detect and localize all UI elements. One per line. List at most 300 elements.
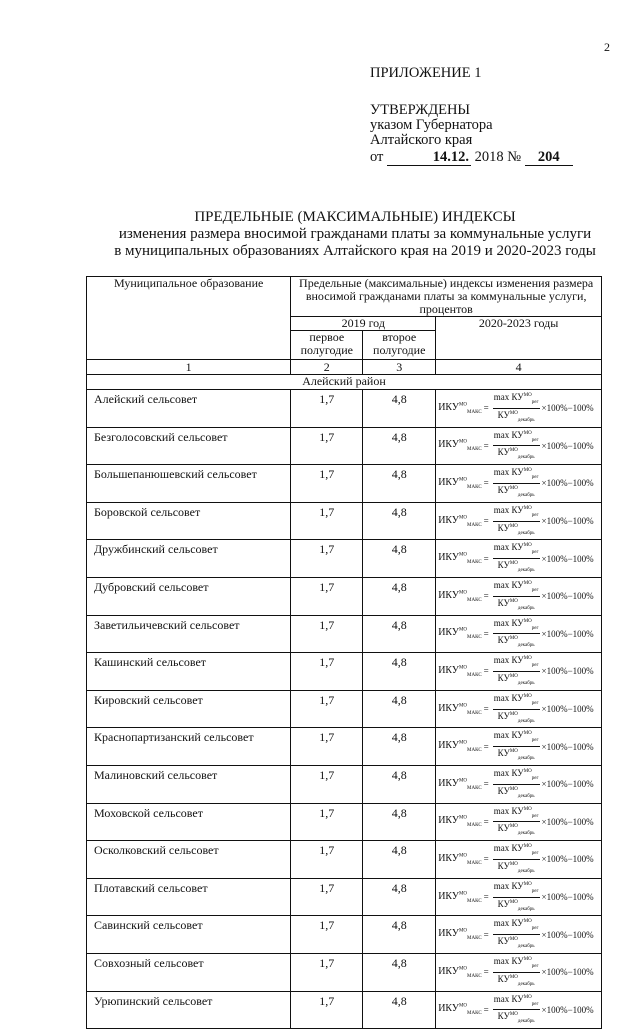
formula-denominator bbox=[498, 446, 535, 463]
formula-lhs-sup: МО bbox=[458, 778, 468, 784]
formula-equals: = bbox=[483, 553, 489, 564]
formula-lhs-symbol: ИКУ bbox=[438, 928, 459, 940]
municipality-name: Безголосовский сельсовет bbox=[87, 427, 291, 465]
formula-lhs-sub: МАКС bbox=[467, 785, 482, 791]
table-row bbox=[87, 991, 602, 1029]
denominator-sup: МО bbox=[509, 448, 518, 454]
numerator-sup: МО bbox=[523, 505, 532, 511]
second-half-value: 4,8 bbox=[363, 540, 436, 578]
formula-lhs-symbol: ИКУ bbox=[438, 552, 459, 564]
formula-numerator bbox=[493, 541, 540, 559]
denominator-sup: МО bbox=[509, 974, 518, 980]
numerator-sup: МО bbox=[523, 768, 532, 774]
first-half-value: 1,7 bbox=[291, 841, 363, 879]
denominator-sub: декабрь bbox=[517, 793, 535, 799]
formula-cell bbox=[436, 991, 602, 1029]
municipality-name: Кашинский сельсовет bbox=[87, 653, 291, 691]
table-row bbox=[87, 615, 602, 653]
first-half-value: 1,7 bbox=[291, 803, 363, 841]
numerator-sub: рег bbox=[531, 888, 539, 894]
numerator-sup: МО bbox=[523, 618, 532, 624]
decree-by: указом Губернатора bbox=[370, 117, 493, 133]
first-half-value: 1,7 bbox=[291, 577, 363, 615]
decree-line bbox=[370, 150, 573, 166]
table-row bbox=[87, 803, 602, 841]
formula-fraction bbox=[493, 729, 540, 764]
index-formula bbox=[438, 692, 599, 727]
denominator-text: КУ bbox=[497, 973, 510, 984]
municipality-name: Савинский сельсовет bbox=[87, 916, 291, 954]
decree-year-no: 2018 № bbox=[474, 149, 522, 165]
numerator-text: max КУ bbox=[493, 579, 524, 590]
second-half-value: 4,8 bbox=[363, 502, 436, 540]
numerator-text: max КУ bbox=[493, 730, 524, 741]
formula-denominator bbox=[498, 747, 535, 764]
formula-tail: ×100%−100% bbox=[541, 779, 594, 790]
formula-denominator bbox=[498, 672, 535, 689]
index-formula bbox=[438, 429, 599, 464]
denominator-sub: декабрь bbox=[517, 492, 535, 498]
denominator-sub: декабрь bbox=[517, 530, 535, 536]
formula-numerator bbox=[493, 391, 540, 409]
formula-equals: = bbox=[483, 591, 489, 602]
formula-denominator bbox=[498, 898, 535, 915]
table-row bbox=[87, 953, 602, 991]
numerator-sub: рег bbox=[531, 399, 539, 405]
formula-lhs bbox=[438, 928, 481, 941]
column-number: 4 bbox=[436, 360, 602, 375]
formula-lhs-sub: МАКС bbox=[467, 1011, 482, 1017]
numerator-text: max КУ bbox=[493, 504, 524, 515]
formula-lhs-sub: МАКС bbox=[467, 672, 482, 678]
first-half-value: 1,7 bbox=[291, 390, 363, 428]
denominator-text: КУ bbox=[497, 823, 510, 834]
formula-cell bbox=[436, 916, 602, 954]
numerator-sup: МО bbox=[523, 543, 532, 549]
first-half-value: 1,7 bbox=[291, 991, 363, 1029]
first-half-value: 1,7 bbox=[291, 765, 363, 803]
second-half-value: 4,8 bbox=[363, 615, 436, 653]
denominator-sup: МО bbox=[509, 598, 518, 604]
denominator-text: КУ bbox=[497, 898, 510, 909]
denominator-text: КУ bbox=[497, 1011, 510, 1022]
formula-fraction bbox=[493, 955, 540, 990]
formula-denominator bbox=[498, 634, 535, 651]
formula-tail: ×100%−100% bbox=[541, 892, 594, 903]
numerator-text: max КУ bbox=[493, 843, 524, 854]
numerator-sub: рег bbox=[531, 474, 539, 480]
formula-tail: ×100%−100% bbox=[541, 704, 594, 715]
index-formula bbox=[438, 993, 599, 1028]
formula-fraction bbox=[493, 466, 540, 501]
second-half-value: 4,8 bbox=[363, 916, 436, 954]
formula-fraction bbox=[493, 654, 540, 689]
formula-lhs-symbol: ИКУ bbox=[438, 777, 459, 789]
index-formula bbox=[438, 504, 599, 539]
header-2019: 2019 год bbox=[291, 317, 436, 331]
table-row bbox=[87, 465, 602, 503]
formula-cell bbox=[436, 540, 602, 578]
numerator-sup: МО bbox=[523, 731, 532, 737]
numerator-text: max КУ bbox=[493, 918, 524, 929]
table-row bbox=[87, 540, 602, 578]
denominator-sub: декабрь bbox=[517, 417, 535, 423]
first-half-value: 1,7 bbox=[291, 427, 363, 465]
table-row bbox=[87, 653, 602, 691]
numerator-text: max КУ bbox=[493, 392, 524, 402]
formula-cell bbox=[436, 728, 602, 766]
numerator-sup: МО bbox=[523, 881, 532, 887]
formula-lhs-sub: МАКС bbox=[467, 447, 482, 453]
numerator-text: max КУ bbox=[493, 692, 524, 703]
formula-lhs-sub: МАКС bbox=[467, 409, 482, 415]
formula-lhs-symbol: ИКУ bbox=[438, 439, 459, 451]
formula-lhs-symbol: ИКУ bbox=[438, 1003, 459, 1015]
formula-lhs-sub: МАКС bbox=[467, 973, 482, 979]
first-half-value: 1,7 bbox=[291, 653, 363, 691]
formula-denominator bbox=[498, 522, 535, 539]
formula-equals: = bbox=[483, 741, 489, 752]
municipality-name: Совхозный сельсовет bbox=[87, 953, 291, 991]
numerator-text: max КУ bbox=[493, 767, 524, 778]
table-row bbox=[87, 577, 602, 615]
formula-lhs-sub: МАКС bbox=[467, 936, 482, 942]
formula-lhs-sub: МАКС bbox=[467, 898, 482, 904]
formula-lhs bbox=[438, 740, 481, 753]
denominator-sup: МО bbox=[509, 523, 518, 529]
denominator-sub: декабрь bbox=[517, 755, 535, 761]
formula-numerator bbox=[493, 729, 540, 747]
formula-fraction bbox=[493, 842, 540, 877]
municipality-name: Моховской сельсовет bbox=[87, 803, 291, 841]
formula-lhs bbox=[438, 477, 481, 490]
second-half-value: 4,8 bbox=[363, 953, 436, 991]
denominator-sup: МО bbox=[509, 824, 518, 830]
second-half-value: 4,8 bbox=[363, 390, 436, 428]
formula-lhs-symbol: ИКУ bbox=[438, 476, 459, 488]
formula-tail: ×100%−100% bbox=[541, 854, 594, 865]
numerator-sub: рег bbox=[531, 738, 539, 744]
numerator-sub: рег bbox=[531, 587, 539, 593]
numerator-sup: МО bbox=[523, 656, 532, 662]
formula-tail: ×100%−100% bbox=[541, 929, 594, 940]
formula-denominator bbox=[498, 935, 535, 952]
index-formula bbox=[438, 880, 599, 915]
numerator-text: max КУ bbox=[493, 993, 524, 1004]
municipality-name: Дружбинский сельсовет bbox=[87, 540, 291, 578]
index-formula bbox=[438, 617, 599, 652]
formula-fraction bbox=[493, 767, 540, 802]
title-line-3: в муниципальных образованиях Алтайского края на 2019 и 2020-2023 годы bbox=[114, 243, 596, 259]
formula-fraction bbox=[493, 917, 540, 952]
first-half-value: 1,7 bbox=[291, 690, 363, 728]
numerator-sup: МО bbox=[523, 580, 532, 586]
formula-cell bbox=[436, 765, 602, 803]
municipality-name: Краснопартизанский сельсовет bbox=[87, 728, 291, 766]
numerator-sub: рег bbox=[531, 662, 539, 668]
formula-numerator bbox=[493, 880, 540, 898]
denominator-sup: МО bbox=[509, 937, 518, 943]
formula-lhs bbox=[438, 627, 481, 640]
numerator-text: max КУ bbox=[493, 429, 524, 440]
first-half-value: 1,7 bbox=[291, 953, 363, 991]
formula-lhs bbox=[438, 853, 481, 866]
appendix-title: ПРИЛОЖЕНИЕ 1 bbox=[370, 65, 482, 81]
municipality-name: Урюпинский сельсовет bbox=[87, 991, 291, 1029]
formula-lhs-symbol: ИКУ bbox=[438, 664, 459, 676]
formula-cell bbox=[436, 653, 602, 691]
formula-lhs-symbol: ИКУ bbox=[438, 815, 459, 827]
table-row bbox=[87, 390, 602, 428]
municipality-name: Плотавский сельсовет bbox=[87, 878, 291, 916]
second-half-value: 4,8 bbox=[363, 841, 436, 879]
denominator-text: КУ bbox=[497, 522, 510, 533]
formula-numerator bbox=[493, 767, 540, 785]
decree-prefix: от bbox=[370, 149, 384, 165]
formula-equals: = bbox=[483, 816, 489, 827]
first-half-value: 1,7 bbox=[291, 540, 363, 578]
denominator-sub: декабрь bbox=[517, 981, 535, 987]
header-indices: Предельные (максимальные) индексы изменения размера вносимой гражданами платы за коммунальные услуги, процентов bbox=[291, 277, 602, 317]
formula-fraction bbox=[493, 541, 540, 576]
table-row bbox=[87, 690, 602, 728]
second-half-value: 4,8 bbox=[363, 765, 436, 803]
numerator-sub: рег bbox=[531, 512, 539, 518]
formula-numerator bbox=[493, 955, 540, 973]
index-formula bbox=[438, 391, 599, 426]
municipality-name: Боровской сельсовет bbox=[87, 502, 291, 540]
decree-number: 204 bbox=[525, 150, 573, 166]
denominator-sub: декабрь bbox=[517, 455, 535, 461]
formula-cell bbox=[436, 465, 602, 503]
formula-lhs-sub: МАКС bbox=[467, 635, 482, 641]
formula-equals: = bbox=[483, 628, 489, 639]
numerator-text: max КУ bbox=[493, 542, 524, 553]
formula-numerator bbox=[493, 993, 540, 1011]
numerator-sup: МО bbox=[523, 919, 532, 925]
table-row bbox=[87, 841, 602, 879]
formula-fraction bbox=[493, 692, 540, 727]
numerator-sub: рег bbox=[531, 775, 539, 781]
formula-fraction bbox=[493, 993, 540, 1028]
formula-denominator bbox=[498, 822, 535, 839]
formula-lhs bbox=[438, 778, 481, 791]
formula-numerator bbox=[493, 466, 540, 484]
denominator-sub: декабрь bbox=[517, 868, 535, 874]
formula-tail: ×100%−100% bbox=[541, 628, 594, 639]
numerator-sub: рег bbox=[531, 926, 539, 932]
municipality-name: Дубровский сельсовет bbox=[87, 577, 291, 615]
denominator-text: КУ bbox=[497, 484, 510, 495]
formula-numerator bbox=[493, 579, 540, 597]
numerator-text: max КУ bbox=[493, 805, 524, 816]
formula-cell bbox=[436, 803, 602, 841]
formula-cell bbox=[436, 878, 602, 916]
numerator-sup: МО bbox=[523, 806, 532, 812]
header-municipality: Муниципальное образование bbox=[87, 277, 291, 360]
second-half-value: 4,8 bbox=[363, 991, 436, 1029]
second-half-value: 4,8 bbox=[363, 878, 436, 916]
formula-lhs bbox=[438, 402, 481, 415]
formula-tail: ×100%−100% bbox=[541, 478, 594, 489]
denominator-text: КУ bbox=[497, 672, 510, 683]
denominator-text: КУ bbox=[497, 560, 510, 571]
formula-equals: = bbox=[483, 516, 489, 527]
denominator-sup: МО bbox=[509, 899, 518, 905]
formula-lhs-sub: МАКС bbox=[467, 860, 482, 866]
formula-numerator bbox=[493, 842, 540, 860]
index-formula bbox=[438, 767, 599, 802]
second-half-value: 4,8 bbox=[363, 728, 436, 766]
numerator-sub: рег bbox=[531, 700, 539, 706]
formula-lhs-sub: МАКС bbox=[467, 522, 482, 528]
formula-denominator bbox=[498, 710, 535, 727]
formula-lhs-symbol: ИКУ bbox=[438, 890, 459, 902]
second-half-value: 4,8 bbox=[363, 465, 436, 503]
index-formula bbox=[438, 805, 599, 840]
table-row bbox=[87, 728, 602, 766]
first-half-value: 1,7 bbox=[291, 728, 363, 766]
formula-lhs-sub: МАКС bbox=[467, 597, 482, 603]
formula-lhs bbox=[438, 552, 481, 565]
formula-fraction bbox=[493, 504, 540, 539]
formula-tail: ×100%−100% bbox=[541, 666, 594, 677]
numerator-sup: МО bbox=[523, 468, 532, 474]
formula-tail: ×100%−100% bbox=[541, 741, 594, 752]
column-number: 1 bbox=[87, 360, 291, 375]
formula-tail: ×100%−100% bbox=[541, 440, 594, 451]
denominator-text: КУ bbox=[497, 860, 510, 871]
formula-cell bbox=[436, 615, 602, 653]
indices-table bbox=[86, 276, 602, 1029]
formula-numerator bbox=[493, 654, 540, 672]
header-first-half: первое полугодие bbox=[291, 331, 363, 360]
title-line-1: ПРЕДЕЛЬНЫЕ (МАКСИМАЛЬНЫЕ) ИНДЕКСЫ bbox=[194, 209, 516, 225]
denominator-text: КУ bbox=[497, 447, 510, 458]
approved-label: УТВЕРЖДЕНЫ bbox=[370, 102, 471, 118]
table-row bbox=[87, 878, 602, 916]
formula-lhs-sup: МО bbox=[458, 853, 468, 859]
formula-lhs-symbol: ИКУ bbox=[438, 401, 459, 413]
formula-lhs-sup: МО bbox=[458, 891, 468, 897]
formula-denominator bbox=[498, 597, 535, 614]
formula-lhs-symbol: ИКУ bbox=[438, 852, 459, 864]
second-half-value: 4,8 bbox=[363, 427, 436, 465]
formula-lhs-sub: МАКС bbox=[467, 748, 482, 754]
formula-cell bbox=[436, 953, 602, 991]
formula-tail: ×100%−100% bbox=[541, 967, 594, 978]
header-second-half: второе полугодие bbox=[363, 331, 436, 360]
formula-equals: = bbox=[483, 666, 489, 677]
formula-lhs-sup: МО bbox=[458, 703, 468, 709]
index-formula bbox=[438, 579, 599, 614]
formula-lhs-sup: МО bbox=[458, 928, 468, 934]
table-row bbox=[87, 916, 602, 954]
denominator-text: КУ bbox=[497, 597, 510, 608]
second-half-value: 4,8 bbox=[363, 577, 436, 615]
approval-block bbox=[370, 66, 573, 166]
table-row bbox=[87, 765, 602, 803]
formula-equals: = bbox=[483, 1004, 489, 1015]
column-number: 3 bbox=[363, 360, 436, 375]
second-half-value: 4,8 bbox=[363, 803, 436, 841]
index-formula bbox=[438, 466, 599, 501]
municipality-name: Большепанюшевский сельсовет bbox=[87, 465, 291, 503]
table-row bbox=[87, 427, 602, 465]
formula-fraction bbox=[493, 617, 540, 652]
formula-cell bbox=[436, 502, 602, 540]
numerator-sub: рег bbox=[531, 1001, 539, 1007]
formula-denominator bbox=[498, 484, 535, 501]
denominator-sup: МО bbox=[509, 861, 518, 867]
formula-equals: = bbox=[483, 440, 489, 451]
first-half-value: 1,7 bbox=[291, 878, 363, 916]
formula-cell bbox=[436, 690, 602, 728]
formula-lhs-sup: МО bbox=[458, 966, 468, 972]
formula-lhs-sub: МАКС bbox=[467, 560, 482, 566]
formula-lhs-sup: МО bbox=[458, 440, 468, 446]
formula-lhs-sup: МО bbox=[458, 740, 468, 746]
formula-lhs-symbol: ИКУ bbox=[438, 740, 459, 752]
formula-tail: ×100%−100% bbox=[541, 1004, 594, 1015]
formula-lhs bbox=[438, 891, 481, 904]
formula-denominator bbox=[498, 973, 535, 990]
formula-cell bbox=[436, 390, 602, 428]
formula-lhs-sup: МО bbox=[458, 402, 468, 408]
denominator-sub: декабрь bbox=[517, 567, 535, 573]
header-2020-2023: 2020-2023 годы bbox=[436, 317, 602, 360]
formula-lhs bbox=[438, 439, 481, 452]
municipality-name: Алейский сельсовет bbox=[87, 390, 291, 428]
formula-lhs bbox=[438, 590, 481, 603]
municipality-name: Кировский сельсовет bbox=[87, 690, 291, 728]
formula-denominator bbox=[498, 860, 535, 877]
numerator-text: max КУ bbox=[493, 467, 524, 478]
numerator-text: max КУ bbox=[493, 955, 524, 966]
denominator-sub: декабрь bbox=[517, 831, 535, 837]
formula-equals: = bbox=[483, 929, 489, 940]
denominator-sub: декабрь bbox=[517, 943, 535, 949]
index-formula bbox=[438, 654, 599, 689]
formula-numerator bbox=[493, 429, 540, 447]
formula-lhs-symbol: ИКУ bbox=[438, 589, 459, 601]
second-half-value: 4,8 bbox=[363, 690, 436, 728]
formula-lhs-sub: МАКС bbox=[467, 710, 482, 716]
formula-lhs-sup: МО bbox=[458, 477, 468, 483]
formula-equals: = bbox=[483, 704, 489, 715]
numerator-sup: МО bbox=[523, 844, 532, 850]
formula-tail: ×100%−100% bbox=[541, 816, 594, 827]
first-half-value: 1,7 bbox=[291, 916, 363, 954]
formula-equals: = bbox=[483, 478, 489, 489]
formula-lhs-symbol: ИКУ bbox=[438, 965, 459, 977]
formula-lhs-sub: МАКС bbox=[467, 484, 482, 490]
numerator-text: max КУ bbox=[493, 655, 524, 666]
document-title bbox=[90, 209, 620, 260]
formula-numerator bbox=[493, 617, 540, 635]
formula-fraction bbox=[493, 429, 540, 464]
municipality-name: Осколковский сельсовет bbox=[87, 841, 291, 879]
numerator-sup: МО bbox=[523, 693, 532, 699]
formula-fraction bbox=[493, 880, 540, 915]
formula-tail: ×100%−100% bbox=[541, 591, 594, 602]
column-number: 2 bbox=[291, 360, 363, 375]
denominator-sup: МО bbox=[509, 749, 518, 755]
index-formula bbox=[438, 917, 599, 952]
second-half-value: 4,8 bbox=[363, 653, 436, 691]
numerator-sup: МО bbox=[523, 956, 532, 962]
numerator-sub: рег bbox=[531, 813, 539, 819]
